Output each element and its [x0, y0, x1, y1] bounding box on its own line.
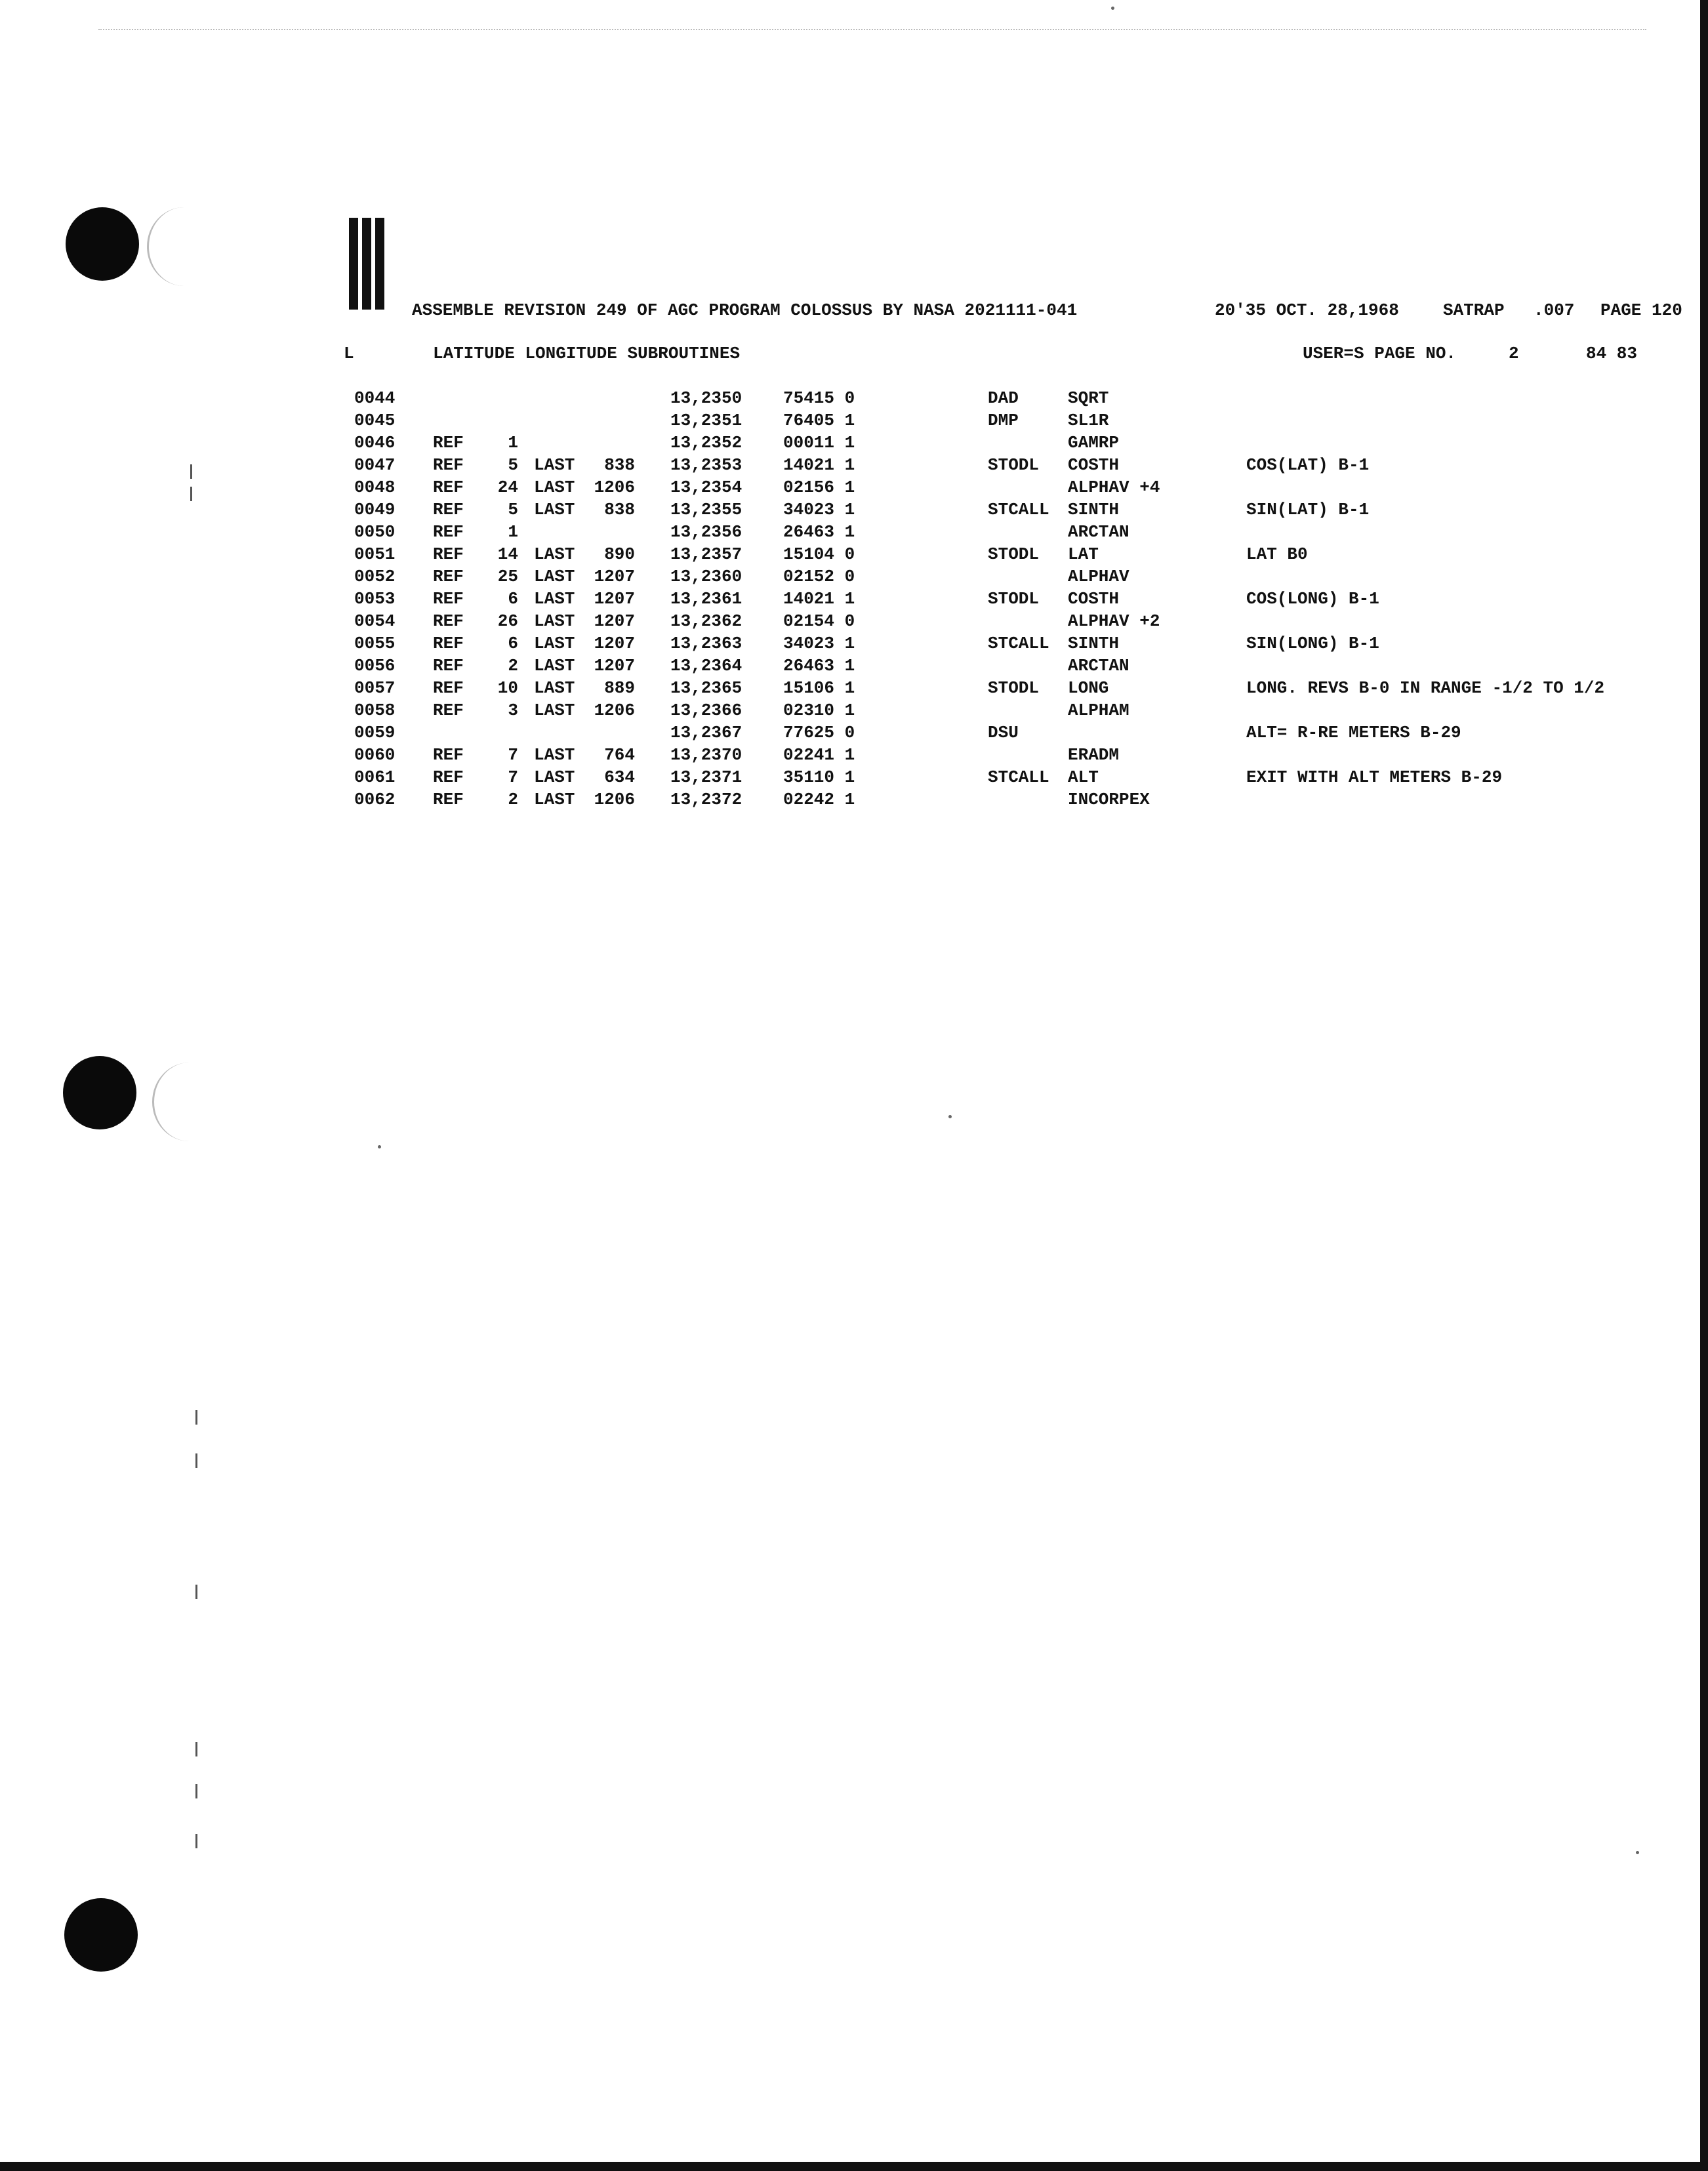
operand: ALT — [1068, 767, 1099, 787]
octal-code: 34023 1 — [783, 500, 855, 519]
ref-count: 3 — [508, 700, 518, 720]
ref-label: REF — [433, 455, 464, 475]
last-label: LAST — [534, 678, 575, 698]
line-number: 0061 — [354, 767, 396, 787]
comment: ALT= R-RE METERS B-29 — [1246, 723, 1461, 742]
ref-label: REF — [433, 589, 464, 609]
comment: EXIT WITH ALT METERS B-29 — [1246, 767, 1503, 787]
last-line: 889 — [604, 678, 635, 698]
octal-code: 14021 1 — [783, 455, 855, 475]
last-line: 1206 — [594, 477, 635, 497]
last-label: LAST — [534, 477, 575, 497]
table-row — [0, 744, 1708, 766]
last-label: LAST — [534, 589, 575, 609]
binder-hole-middle — [63, 1056, 136, 1129]
opcode: STODL — [988, 589, 1040, 609]
last-line: 1207 — [594, 656, 635, 676]
line-number: 0055 — [354, 634, 396, 653]
octal-code: 00011 1 — [783, 433, 855, 453]
address: 13,2353 — [670, 455, 742, 475]
line-number: 0053 — [354, 589, 396, 609]
last-line: 1206 — [594, 700, 635, 720]
octal-code: 02242 1 — [783, 790, 855, 809]
table-row — [0, 565, 1708, 588]
margin-mark — [195, 1410, 197, 1425]
operand: LAT — [1068, 544, 1099, 564]
ref-count: 10 — [497, 678, 518, 698]
margin-mark — [195, 1453, 197, 1468]
address: 13,2363 — [670, 634, 742, 653]
ref-label: REF — [433, 745, 464, 765]
comment: LAT B0 — [1246, 544, 1308, 564]
address: 13,2357 — [670, 544, 742, 564]
opcode: STCALL — [988, 634, 1049, 653]
octal-code: 02152 0 — [783, 567, 855, 586]
address: 13,2362 — [670, 611, 742, 631]
dust-speck — [948, 1115, 952, 1118]
address: 13,2355 — [670, 500, 742, 519]
address: 13,2370 — [670, 745, 742, 765]
octal-code: 77625 0 — [783, 723, 855, 742]
ref-count: 5 — [508, 455, 518, 475]
opcode: STODL — [988, 455, 1040, 475]
ref-count: 2 — [508, 656, 518, 676]
punch-mark — [375, 218, 384, 310]
table-row — [0, 543, 1708, 565]
page-number: PAGE 120 — [1600, 300, 1682, 320]
octal-code: 15104 0 — [783, 544, 855, 564]
listing-timestamp: 20'35 OCT. 28,1968 — [1215, 300, 1399, 320]
octal-code: 34023 1 — [783, 634, 855, 653]
margin-mark — [195, 1784, 197, 1798]
ref-count: 6 — [508, 634, 518, 653]
last-label: LAST — [534, 634, 575, 653]
last-label: LAST — [534, 500, 575, 519]
line-number: 0050 — [354, 522, 396, 542]
opcode: STODL — [988, 678, 1040, 698]
ref-label: REF — [433, 700, 464, 720]
section-marker: L — [344, 344, 354, 363]
opcode: DMP — [988, 411, 1019, 430]
listing-id: .007 — [1534, 300, 1575, 320]
table-row — [0, 476, 1708, 498]
line-number: 0054 — [354, 611, 396, 631]
last-line: 634 — [604, 767, 635, 787]
table-row — [0, 788, 1708, 811]
octal-code: 02241 1 — [783, 745, 855, 765]
comment: COS(LAT) B-1 — [1246, 455, 1370, 475]
table-row — [0, 655, 1708, 677]
table-row — [0, 432, 1708, 454]
address: 13,2360 — [670, 567, 742, 586]
operand: GAMRP — [1068, 433, 1120, 453]
address: 13,2365 — [670, 678, 742, 698]
last-label: LAST — [534, 767, 575, 787]
address: 13,2366 — [670, 700, 742, 720]
margin-mark — [195, 1834, 197, 1848]
octal-code: 75415 0 — [783, 388, 855, 408]
ref-count: 25 — [497, 567, 518, 586]
address: 13,2356 — [670, 522, 742, 542]
last-line: 838 — [604, 455, 635, 475]
last-label: LAST — [534, 745, 575, 765]
line-number: 0049 — [354, 500, 396, 519]
binder-hole-bottom — [64, 1898, 138, 1972]
table-row — [0, 699, 1708, 721]
margin-mark — [195, 1742, 197, 1756]
address: 13,2351 — [670, 411, 742, 430]
operand: COSTH — [1068, 455, 1120, 475]
ref-label: REF — [433, 500, 464, 519]
address: 13,2361 — [670, 589, 742, 609]
operand: SINTH — [1068, 634, 1120, 653]
listing-user: SATRAP — [1443, 300, 1505, 320]
table-row — [0, 677, 1708, 699]
table-row — [0, 409, 1708, 432]
ref-label: REF — [433, 433, 464, 453]
line-number: 0057 — [354, 678, 396, 698]
operand: ARCTAN — [1068, 522, 1129, 542]
last-label: LAST — [534, 455, 575, 475]
operand: SL1R — [1068, 411, 1109, 430]
ref-label: REF — [433, 477, 464, 497]
user-page-label: USER=S PAGE NO. — [1303, 344, 1457, 363]
last-line: 1207 — [594, 567, 635, 586]
last-line: 838 — [604, 500, 635, 519]
address: 13,2372 — [670, 790, 742, 809]
octal-code: 26463 1 — [783, 656, 855, 676]
operand: ARCTAN — [1068, 656, 1129, 676]
octal-code: 02154 0 — [783, 611, 855, 631]
opcode: STODL — [988, 544, 1040, 564]
table-row — [0, 454, 1708, 476]
table-row — [0, 387, 1708, 409]
ref-count: 7 — [508, 767, 518, 787]
octal-code: 76405 1 — [783, 411, 855, 430]
line-number: 0056 — [354, 656, 396, 676]
last-line: 890 — [604, 544, 635, 564]
line-number: 0062 — [354, 790, 396, 809]
address: 13,2371 — [670, 767, 742, 787]
ref-count: 14 — [497, 544, 518, 564]
perforation-edge — [98, 29, 1646, 30]
last-label: LAST — [534, 611, 575, 631]
address: 13,2354 — [670, 477, 742, 497]
line-number: 0045 — [354, 411, 396, 430]
octal-code: 26463 1 — [783, 522, 855, 542]
margin-mark — [195, 1585, 197, 1599]
opcode: DAD — [988, 388, 1019, 408]
line-number: 0052 — [354, 567, 396, 586]
dust-speck — [1636, 1851, 1639, 1854]
operand: LONG — [1068, 678, 1109, 698]
table-row — [0, 721, 1708, 744]
table-row — [0, 610, 1708, 632]
page-bottom-edge — [0, 2162, 1708, 2171]
ref-count: 24 — [497, 477, 518, 497]
dust-speck — [1111, 7, 1114, 10]
line-number: 0047 — [354, 455, 396, 475]
ref-label: REF — [433, 544, 464, 564]
operand: ALPHAV +4 — [1068, 477, 1160, 497]
ref-label: REF — [433, 522, 464, 542]
octal-code: 14021 1 — [783, 589, 855, 609]
octal-code: 35110 1 — [783, 767, 855, 787]
ref-label: REF — [433, 656, 464, 676]
table-row — [0, 498, 1708, 521]
last-line: 1207 — [594, 634, 635, 653]
listing-title: ASSEMBLE REVISION 249 OF AGC PROGRAM COLOSSUS BY NASA 2021111-041 — [412, 300, 1078, 320]
table-row — [0, 521, 1708, 543]
address: 13,2350 — [670, 388, 742, 408]
operand: SQRT — [1068, 388, 1109, 408]
user-page-number: 2 — [1509, 344, 1519, 363]
table-row — [0, 588, 1708, 610]
ref-label: REF — [433, 678, 464, 698]
comment: LONG. REVS B-0 IN RANGE -1/2 TO 1/2 — [1246, 678, 1605, 698]
punch-mark — [362, 218, 371, 310]
ref-label: REF — [433, 611, 464, 631]
opcode: STCALL — [988, 500, 1049, 519]
opcode: DSU — [988, 723, 1019, 742]
ref-count: 26 — [497, 611, 518, 631]
section-title: LATITUDE LONGITUDE SUBROUTINES — [433, 344, 741, 363]
table-row — [0, 632, 1708, 655]
opcode: STCALL — [988, 767, 1049, 787]
address: 13,2367 — [670, 723, 742, 742]
octal-code: 02310 1 — [783, 700, 855, 720]
ref-count: 5 — [508, 500, 518, 519]
ref-count: 1 — [508, 522, 518, 542]
last-line: 764 — [604, 745, 635, 765]
operand: ERADM — [1068, 745, 1120, 765]
operand: SINTH — [1068, 500, 1120, 519]
last-label: LAST — [534, 656, 575, 676]
line-number: 0048 — [354, 477, 396, 497]
last-label: LAST — [534, 790, 575, 809]
comment: SIN(LONG) B-1 — [1246, 634, 1379, 653]
line-number: 0060 — [354, 745, 396, 765]
ref-count: 1 — [508, 433, 518, 453]
page-right-edge — [1700, 0, 1708, 2171]
last-label: LAST — [534, 567, 575, 586]
last-line: 1207 — [594, 611, 635, 631]
ref-count: 7 — [508, 745, 518, 765]
line-number: 0059 — [354, 723, 396, 742]
binder-hole-shadow-middle — [152, 1063, 226, 1141]
operand: COSTH — [1068, 589, 1120, 609]
page-codes: 84 83 — [1586, 344, 1638, 363]
line-number: 0058 — [354, 700, 396, 720]
comment: COS(LONG) B-1 — [1246, 589, 1379, 609]
ref-count: 2 — [508, 790, 518, 809]
binder-hole-shadow-top — [147, 207, 221, 286]
punch-mark — [349, 218, 358, 310]
ref-label: REF — [433, 790, 464, 809]
octal-code: 15106 1 — [783, 678, 855, 698]
last-line: 1207 — [594, 589, 635, 609]
last-label: LAST — [534, 700, 575, 720]
last-label: LAST — [534, 544, 575, 564]
octal-code: 02156 1 — [783, 477, 855, 497]
line-number: 0044 — [354, 388, 396, 408]
address: 13,2352 — [670, 433, 742, 453]
line-number: 0051 — [354, 544, 396, 564]
ref-label: REF — [433, 634, 464, 653]
operand: INCORPEX — [1068, 790, 1150, 809]
address: 13,2364 — [670, 656, 742, 676]
ref-label: REF — [433, 767, 464, 787]
dust-speck — [378, 1145, 381, 1148]
ref-count: 6 — [508, 589, 518, 609]
line-number: 0046 — [354, 433, 396, 453]
operand: ALPHAV — [1068, 567, 1129, 586]
operand: ALPHAM — [1068, 700, 1129, 720]
comment: SIN(LAT) B-1 — [1246, 500, 1370, 519]
binder-hole-top — [66, 207, 139, 281]
last-line: 1206 — [594, 790, 635, 809]
ref-label: REF — [433, 567, 464, 586]
operand: ALPHAV +2 — [1068, 611, 1160, 631]
table-row — [0, 766, 1708, 788]
